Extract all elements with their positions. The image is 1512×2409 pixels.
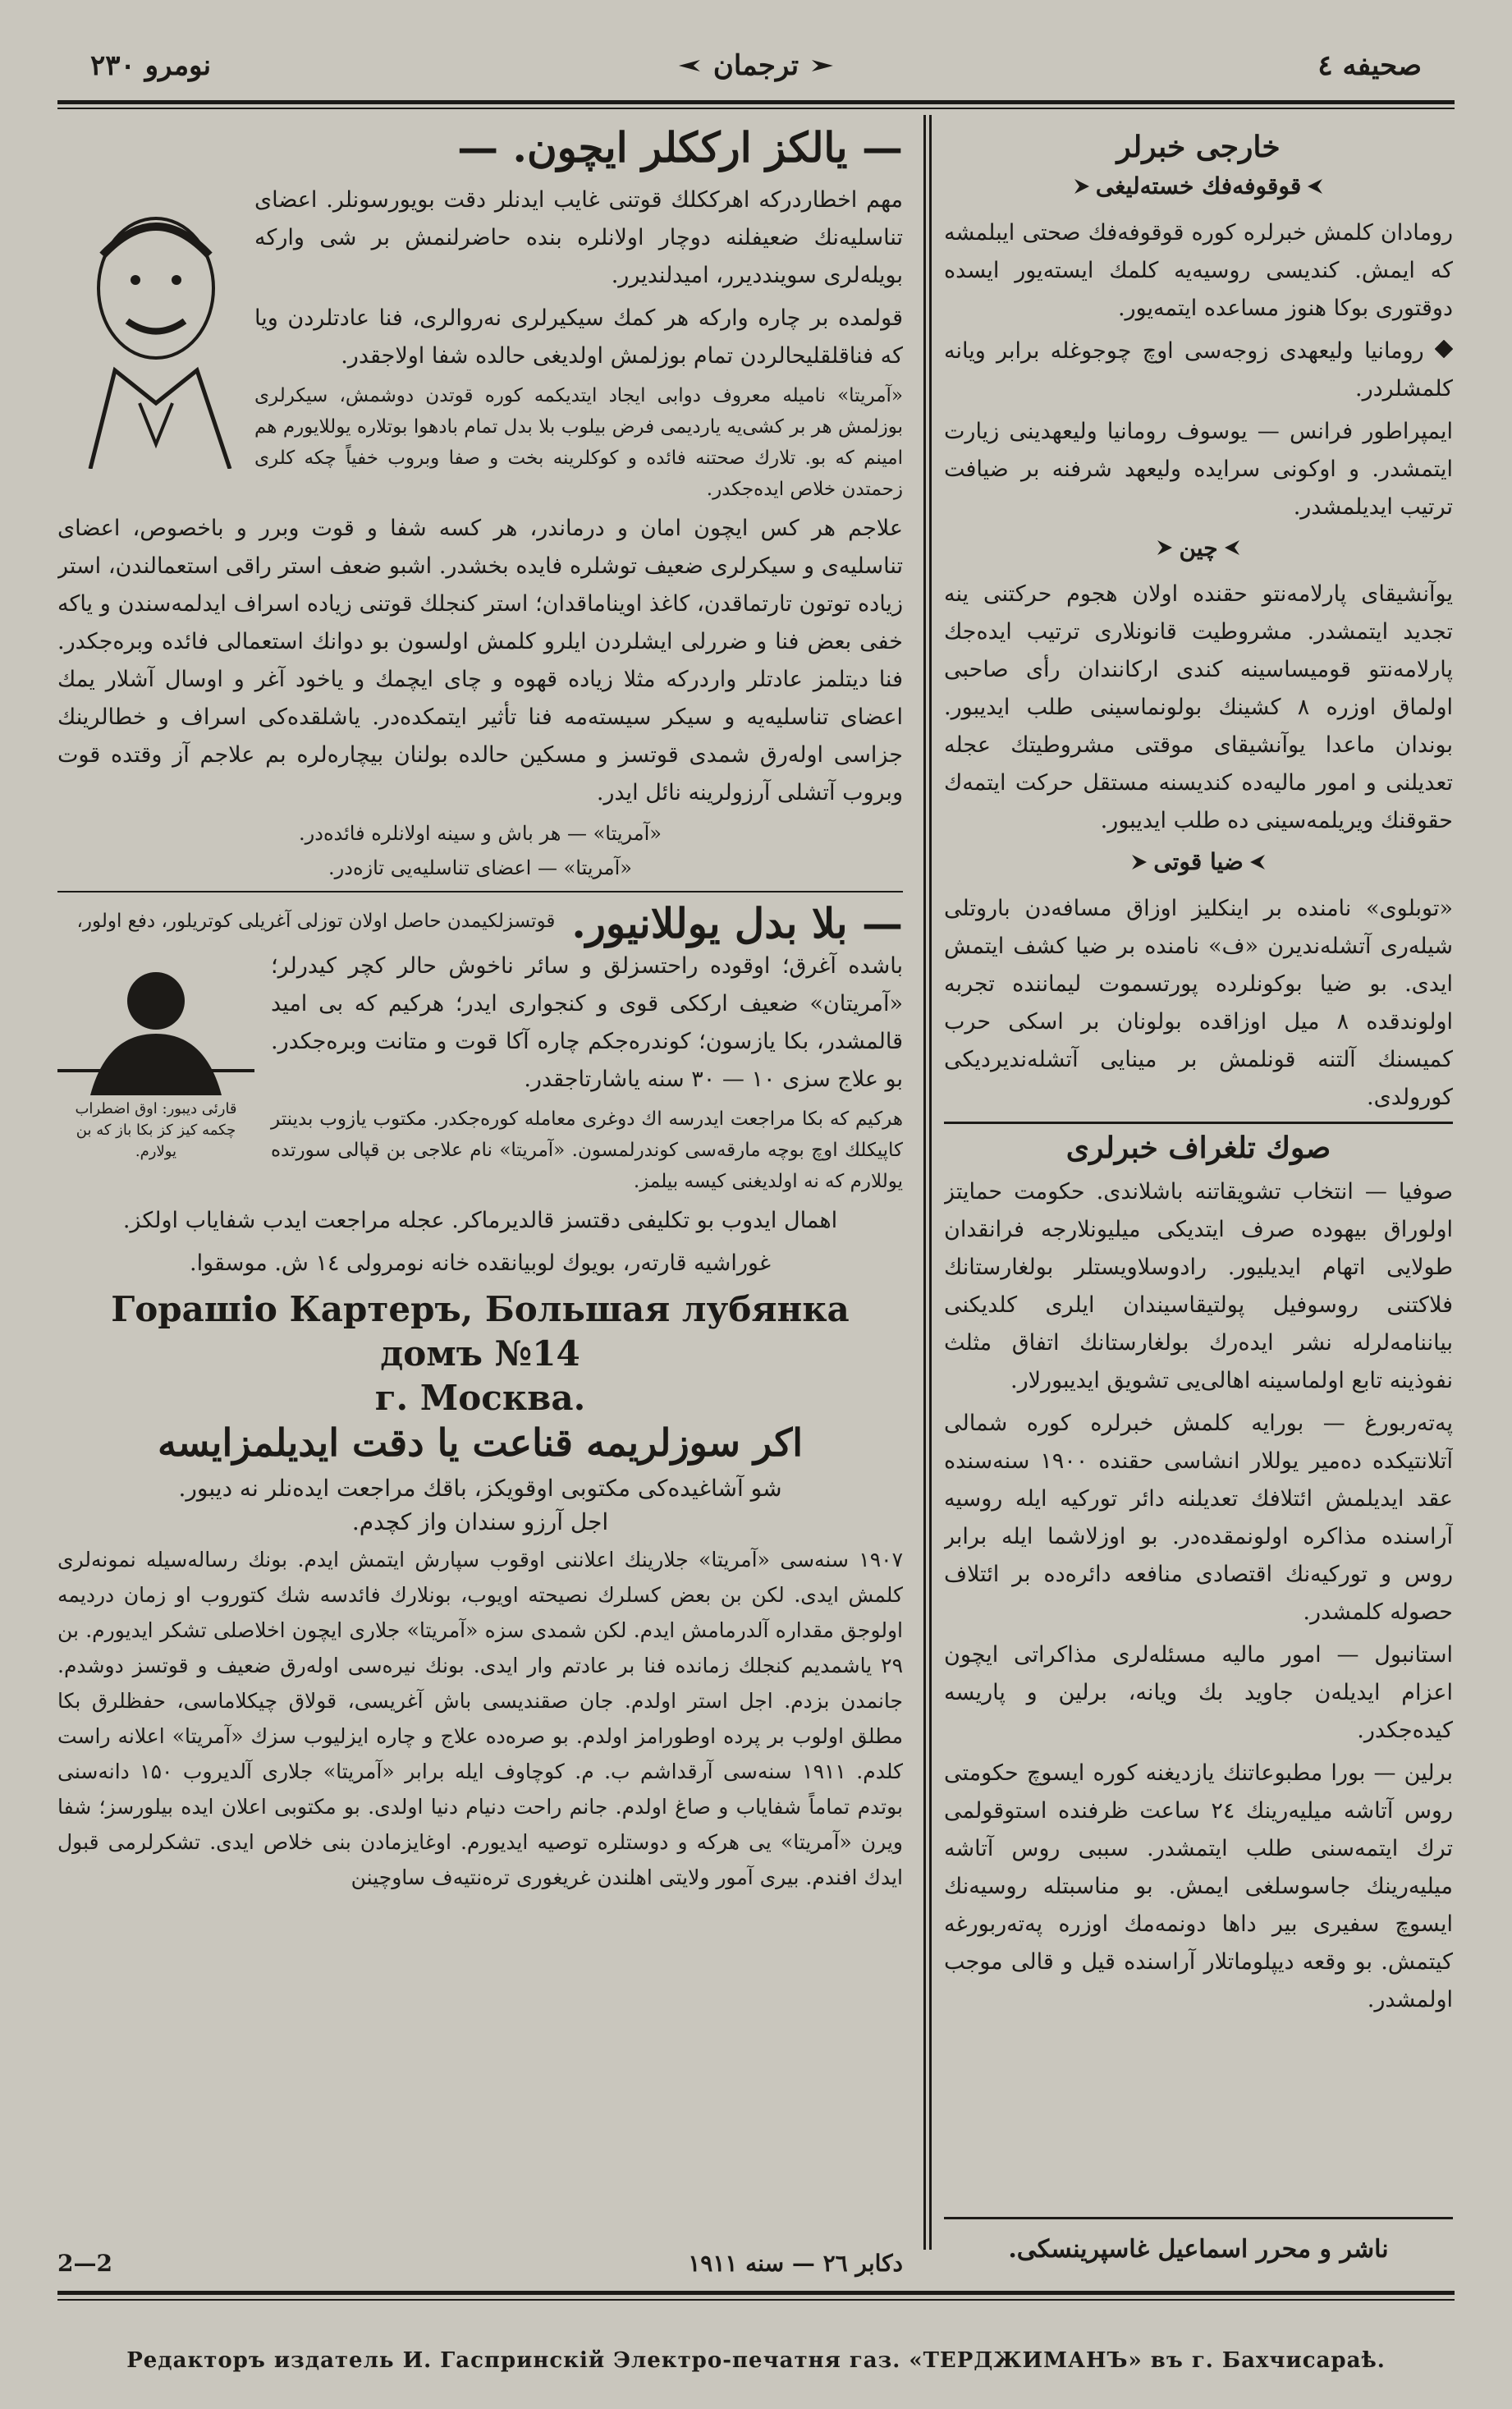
news-item-text: رومانیا ولیعهدی زوجه‌سی اوچ چوجوغله برابر ویانه کلمشلردر.: [944, 337, 1453, 402]
footer-rule-thin: [57, 2299, 1455, 2301]
ad3-testimonial-text: ۱۹۰۷ سنه‌سی «آمریتا» جلارینك اعلاننی اوقوب سپارش ایتمش ایدم. بونك رساله‌سیله نمونه‌لری کلمش ایدی. لکن بن بعض کسلرك نصیحته اویوب، بونلارك فائدسه شك کتوروب او زمان دردیمه اولوجق مقداره آلدرمامش ایدم. لکن شمدی سزه «آمریتا» جلاری ایچون اخلاصلی تشکر ایدیورم. بن ۲۹ یاشمدیم کنجلك زمانده فنا بر عادتم وار ایدی. بونك نیرەسی اولەرق ضعیف و قوتسز دوشدم. جانمدن بزدم. اجل استر اولدم. جان صقندیسی باش آغریسی، قولاق چیکلاماسی، حفظلرق بکا مطلق اولوب بر پرده اوطورامز اولدم. بو صره‌ده علاج و چاره ایزلیوب سزك «آمریتا» اعلانه راست کلدم. ۱۹۱۱ سنه‌سی آرقداشم ب. م. کوچاوف ایله برابر «آمریتا» جلاری آلدیروب ۱۵۰ دانه‌سنی بوتدم تماماً شفایاب و صاغ اولدم. جانم راحت دنیام دنیا اولدی. بو مکتوبی اعلان ایده بیلورسز؛ شفا ویرن «آمریتا» یی هرکه و دوستلره توصیه ایدیورم. اوغایزمادن بنی خلاص ایدی. تشکرلرمی قبول ایدك افندم. بیری آمور ولایتی اهلندن غریغوری تره‌نتیه‌ف ساوچینن: [57, 1548, 903, 1889]
telegraph-item: صوفیا — انتخاب تشویقاتنه باشلاندی. حکومت حمایتز اولوراق بیهوده صرف ایتدیکی میلیونلارجه فرانقدان طولایی اتهام ایدیلیور. رادوسلاویستلر بولغارستانك فلاکتنی روسوفیل پولتیقاسیندان ایلری کلدیکنی بیاننامه‌لرله نشر ایدەرك بولغارستانك اتفاق مثلث نفوذینه تابع اولماسینه اهالی‌یی تشویق ایدیبورلار.: [944, 1178, 1453, 1393]
ad2-address-russian-2: г. Москва.: [374, 1378, 586, 1418]
column-divider: [923, 115, 926, 2250]
news-item-heading-badge: [1073, 172, 1324, 200]
ornament-icon: [1073, 177, 1091, 195]
ad2-address-turkic: غوراشیه قارتەر، بویوك لوبیانقده خانه نومرولی ۱٤ ش. موسقوا.: [190, 1250, 771, 1276]
ornament-icon: [1223, 539, 1241, 557]
ad1-paragraph-1: مهم اخطاردرکه اهرککلك قوتنی غایب ایدنلر دقت بویورسونلر. اعضای تناسلیه‌نك ضعیفلنه دوچار اولانلره بنده حاضرلنمش بر شی وارکه بویله‌لری سوینددیرر، امیدلندیرر.: [254, 187, 903, 288]
news-item: [944, 848, 1453, 1117]
ad1-quote-2: «آمریتا» — اعضای تناسلیه‌یی تازه‌در.: [328, 856, 632, 879]
ornament-right-icon: [810, 58, 835, 73]
header-rule-thin: [57, 108, 1455, 109]
news-item: [944, 333, 1453, 408]
news-item-text: رومادان کلمش خبرلره کوره قوقوفه‌فك صحتی ایبلمشه که ایمش. کندیسی روسیه‌یه کلمك ایستەیور ایسده دوقتوری بوکا هنوز مساعده ایتمەیور.: [944, 219, 1453, 321]
telegraph-item: پەتەربورغ — بورایه کلمش خبرلره کوره شمالی آتلانتیکده دەمیر یوللار انشاسی حقنده ۱۹۰۰ سنه‌سنده عقد ایدیلمش ائتلافك تعدیلنه دائر تورکیه ایله روسیه آراسنده مذاکره اولونمقده‌در. بو اوزلاشما ایله برابر روس و تورکیەنك اقتصادی منافعه دائره‌ده بر ائتلاف حصوله کلمشدر.: [944, 1410, 1453, 1625]
news-item-heading: [944, 172, 1453, 201]
telegraph-item: استانبول — امور مالیه مسئله‌لری مذاکراتی ایچون اعزام ایدیلەن جاوید بك ویانه، برلین و پاریسه کیده‌جکدر.: [944, 1641, 1453, 1743]
column-divider-inner: [929, 115, 932, 2250]
section-divider: [57, 891, 903, 892]
ad2-paragraph-1: باشده آغرق؛ اوقوده راحتسزلق و سائر ناخوش حالر کچر کیدرلر؛ «آمریتان» ضعیف ارککی قوی و کنجواری ایدر؛ هرکیم که بی امید قالمشدر، بکا یازسون؛ کوندره‌جکم چاره آکا قوت و متانت وبره‌جکدر. بو علاج سزی ۱۰ — ۳۰ سنه یاشارتاجقدر.: [271, 953, 903, 1092]
ad2-intro: قوتسزلکیمدن حاصل اولان توزلی آغریلی کوتریلور، دفع اولور،: [76, 910, 556, 932]
ad3-sub-2: اجل آرزو سندان واز کچدم.: [351, 1508, 609, 1535]
ornament-left-icon: [677, 58, 702, 73]
footer-imprint: Редакторъ издатель И. Гаспринскiй Электро-печатня газ. «ТЕРДЖИМАНЪ» въ г. Бахчисараѣ.: [126, 2348, 1386, 2373]
main-column: [57, 123, 903, 2233]
ad-testimonial: [57, 1420, 903, 1895]
news-item-title: قوقوفه‌فك خسته‌لیغی: [1095, 172, 1302, 200]
news-item-text: «توبلوی» نامنده بر اینکلیز اوزاق مسافه‌دن باروتلی شیله‌ری آتشله‌ندیرن «ف» نامنده بر ضیا کشف ایتمش ایدی. بو ضیا بوکونلرده پورتسموت لیماننده تجربه اولوندقده ۸ میل اوزاقده بولونان بر اسکی حرب کمیسنك آلتنه قونلمش بر مینایی آتشله‌ندیردیکی کورولدی.: [944, 895, 1453, 1110]
page-number: صحیفه ٤: [1317, 49, 1422, 82]
telegraph-item: برلین — بورا مطبوعاتنك یازدیغنه کوره ایسوچ حکومتی روس آتاشه میلیه‌رینك ۲٤ ساعت ظرفنده استوقولمی ترك ایتمه‌سنی طلب ایتمشدر. سببی روس آتاشه میلیه‌رینك جاسوسلغی ایمش. بو مناسبتله روسیەنك ایسوچ سفیری بیر داها دونمه‌مك اوزره پەتەربورغه کیتمش. بو وقعه دیپلوماتلار آراسنده قیل و قالی موجب اولمشدر.: [944, 1760, 1453, 2012]
ad3-ref: 2—2: [57, 2250, 112, 2277]
man-illustration: [57, 956, 254, 1160]
ad2-paragraph-3: اهمال ایدوب بو تکلیفی دقتسز قالدیرماکر. عجله مراجعت ایدب شفایاب اولکز.: [122, 1208, 838, 1233]
news-item-heading: [944, 535, 1453, 563]
ad3-sub-1: شو آشاغیده‌کی مکتوبی اوقویکز، باقك مراجعت ایده‌نلر نه دیبور.: [178, 1475, 782, 1502]
ad3-date-row: [57, 2250, 903, 2277]
ad2-headline: — بلا بدل یوللانیور.: [571, 899, 903, 948]
portrait-illustration-icon: [57, 198, 238, 469]
ad1-headline: — یالکز ارککلر ایچون. —: [457, 123, 903, 172]
newspaper-title: [677, 49, 835, 82]
footer-rule: [57, 2291, 1455, 2295]
publisher-signature: ناشر و محرر اسماعیل غاسپرینسکی.: [1008, 2235, 1389, 2264]
header-rule: [57, 100, 1455, 104]
news-item-title: ضیا قوتی: [1153, 848, 1244, 875]
foreign-news-title: خارجی خبرلر: [1116, 130, 1281, 164]
news-item-heading-badge: [1130, 848, 1266, 875]
man-caption: قارئی دیبور: اوق اضطراب چکمه کیز کز بکا باز که بن یولارم.: [75, 1100, 237, 1160]
ad1-paragraph-2: قولمده بر چاره وارکه هر کمك سیکیرلری نه‌روالری، فنا عادتلردن ویا که فناقلقلیحالردن تمام بوزلمش اولدیغی حالده شفا اولاجقدر.: [254, 305, 903, 369]
sidebar-column: [944, 123, 1453, 2233]
news-item: [944, 172, 1453, 328]
ornament-icon: [1130, 853, 1148, 871]
news-item-text: ایمپراطور فرانس — یوسوف رومانیا ولیعهدینی زیارت ایتمشدر. و اوکونی سرایده ولیعهد شرفنه بر ضیافت ترتیب ایدیلمشدر.: [944, 418, 1453, 520]
news-item-title: چین: [1179, 534, 1218, 562]
ad2-paragraph-2: هرکیم که بکا مراجعت ایدرسه اك دوغری معامله کوره‌جکدر. مکتوب یازوب بدینتر کاپیکلك اوچ بوچه مارقەسی کوندرلمسون. «آمریتا» نام علاجی بن قپالی سورتده یوللارم که نه اولدیغنی کیسه بیلمز.: [271, 1108, 903, 1192]
signature-rule: [944, 2217, 1453, 2219]
ad2-address-russian-1: Горашiо Картеръ, Большая лубянка домъ №14: [111, 1289, 850, 1374]
sidebar-divider: [944, 1122, 1453, 1124]
news-item: [944, 413, 1453, 526]
worried-man-icon: [57, 956, 254, 1095]
ad-men-only: [57, 123, 903, 884]
telegraph-title: صوك تلغراف خبرلری: [1065, 1130, 1331, 1165]
news-item-text: یوآنشیقای پارلامه‌نتو حقنده اولان هجوم حرکتنی ینه تجدید ایتمشدر. مشروطیت قانونلاری ترتیب ایده‌جك پارلامه‌نتو قومیساسینه کندی ارکانندان رأی صاحبی اولماق اوزره ۸ کشینك بولونماسینی طلب ایدیبور. بوندان ماعدا یوآنشیقای موقتی مشروطیتك عجله تعدیلنی و امور مالیه‌ده کندیسنه مستقل حرکت ایتمه‌ك حقوقنك ویریلمه‌سینی ده طلب ایدیبور.: [944, 581, 1453, 833]
news-item-paragraph: [944, 333, 1453, 408]
ad2-head-row: [57, 899, 903, 948]
title-text: ترجمان: [712, 49, 800, 82]
ornament-icon: [1156, 539, 1174, 557]
ad3-date: دکابر ۲٦ — سنه ۱۹۱۱: [688, 2250, 903, 2277]
ad3-headline: اکر سوزلریمه قناعت یا دقت ایدیلمزایسه: [157, 1420, 804, 1465]
ornament-icon: [1249, 853, 1267, 871]
news-item-heading: [944, 848, 1453, 877]
ad1-quote-1: «آمریتا» — هر باش و سینه اولانلره فائده‌در.: [299, 822, 662, 845]
page-header: [57, 49, 1455, 99]
ad1-paragraph-3: «آمریتا» نامیله معروف دوابی ایجاد ایتدیکمه کوره قوتدن دوشمش، سیکرلری بوزلمش هر بر کشی‌یه یاردیمی فرض بیلوب بلا بدل تمام بادهوا بوتلاره یوللایورم هم امینم که بو. تلارك صحتنه فائده و کوکلرینه بخت و صفا وبروب خفیاً چکه کلری زحمتدن خلاص ایده‌جکدر.: [254, 385, 903, 500]
bullet-icon: [1435, 340, 1453, 358]
issue-number: نومرو ۲۳۰: [90, 49, 212, 82]
ad1-paragraph-4: علاجم هر کس ایچون امان و درماندر، هر کسه شفا و قوت وبرر و باخصوص، اعضای تناسلیه‌ی و سیکرلری ضعیف توشلره فایده بخشدر. اشبو ضعف استر راقی استعمالندن، استر زیاده توتون تارتماقدن، کاغذ اویناماقدان؛ استر کنجلك قوتنی زیاده اسراف ایدلمه‌سندن و یاکه خفی بعض فنا و ضررلی ایشلردن ایلرو کلمش اولسون بو دوانك استعمالی فائده وبره‌جکدر. فنا دیتلمز عادتلر واردرکه مثلا زیاده قهوه و چای ایچمك و یاخود آغر و اوسال آشلار یمك اعضای تناسلیه‌یه و سیکر سیسته‌مه فنا تأثیر ایتمکده‌در. یاشلقده‌کی اسراف و خطالرینك جزاسی اولەرق شمدی قوتسز و مسکین حالده بولنان بیچاره‌لره بم علاجم آز وقتده قوت وبروب آتشلی آرزولرینه نائل ایدر.: [57, 516, 903, 805]
ad-free-delivery: [57, 899, 903, 1420]
news-item: [944, 535, 1453, 841]
ornament-icon: [1306, 177, 1324, 195]
news-item-heading-badge: [1156, 535, 1240, 562]
